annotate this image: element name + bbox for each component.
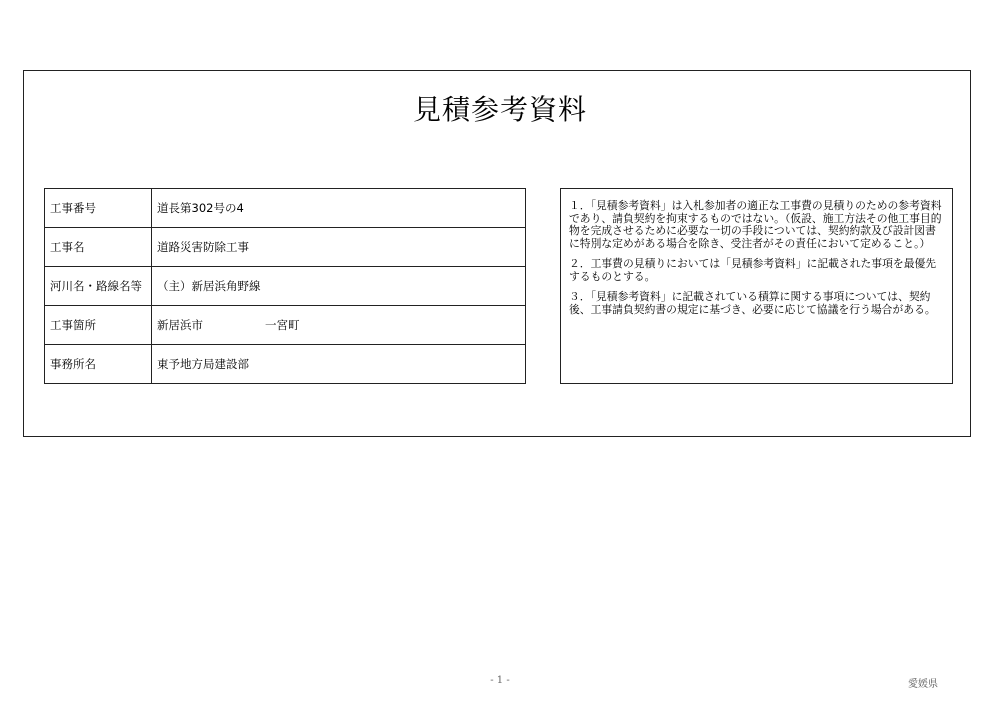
value-office-name: 東予地方局建設部	[152, 345, 526, 384]
label-project-location: 工事箇所	[45, 306, 152, 345]
note-item-3: ３．「見積参考資料」に記載されている積算に関する事項については、契約後、工事請負契約書の規定に基づき、必要に応じて協議を行う場合がある。	[569, 290, 936, 316]
label-project-name: 工事名	[45, 228, 152, 267]
table-row	[45, 228, 526, 267]
location-town: 一宮町	[265, 318, 300, 332]
location-city: 新居浜市	[157, 318, 203, 332]
document-title: 見積参考資料	[412, 93, 587, 126]
note-item-2: ２．工事費の見積りにおいては「見積参考資料」に記載された事項を最優先するものとする。	[569, 257, 937, 283]
table-row	[45, 189, 526, 228]
value-project-location	[152, 306, 526, 345]
page-number: - 1 -	[490, 675, 510, 686]
note-item-1: １．「見積参考資料」は入札参加者の適正な工事費の見積りのための参考資料であり、請負契約を拘束するものではない。（仮設、施工方法その他工事目的物を完成させるために必要な一切の手段については、契約約款及び設計図書に特別な定めがある場合を除き、受注者がその責任において定めること。）	[569, 199, 942, 250]
table-row	[45, 267, 526, 306]
label-office-name: 事務所名	[45, 345, 152, 384]
value-project-number: 道長第302号の4	[152, 189, 526, 228]
label-river-route: 河川名・路線名等	[45, 267, 152, 306]
value-river-route: （主）新居浜角野線	[152, 267, 526, 306]
project-info-table	[44, 188, 526, 384]
table-row	[45, 306, 526, 345]
footer-organization: 愛媛県	[908, 679, 938, 690]
table-row	[45, 345, 526, 384]
notes-box	[560, 188, 953, 384]
label-project-number: 工事番号	[45, 189, 152, 228]
value-project-name: 道路災害防除工事	[152, 228, 526, 267]
